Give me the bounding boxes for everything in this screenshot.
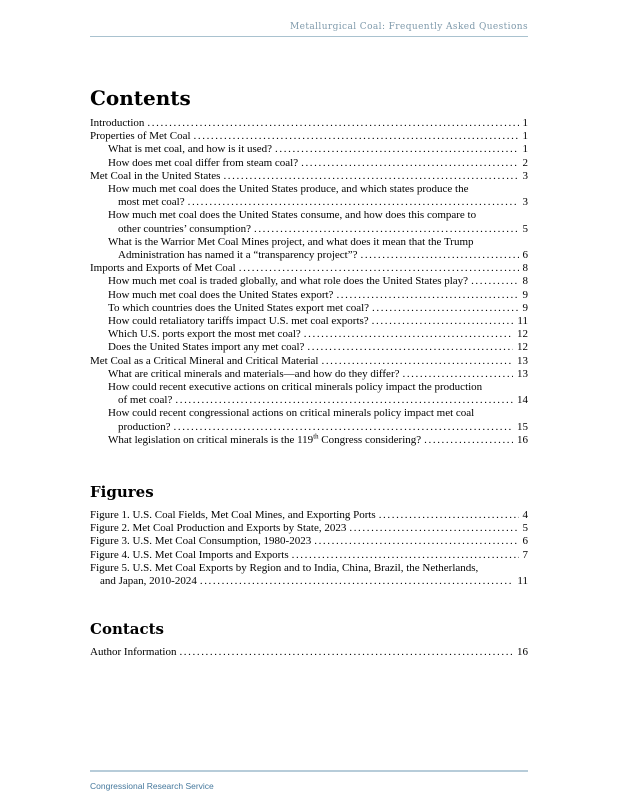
toc-entry-text: How could recent congressional actions on critical minerals policy impact met coal bbox=[108, 407, 475, 420]
toc-entry-text: How much met coal does the United States produce, and which states produce the bbox=[108, 183, 469, 196]
toc-entry-text: How does met coal differ from steam coal? bbox=[108, 156, 299, 169]
dot-leader bbox=[171, 421, 513, 434]
toc-entry[interactable] bbox=[90, 315, 528, 328]
toc-line bbox=[90, 575, 528, 588]
page-number: 15 bbox=[517, 420, 528, 433]
page-number: 11 bbox=[517, 315, 528, 328]
toc-entry[interactable] bbox=[90, 302, 528, 315]
toc-line bbox=[90, 394, 528, 407]
toc-entry[interactable] bbox=[90, 262, 528, 275]
page-number: 2 bbox=[522, 156, 528, 169]
toc-entry[interactable] bbox=[90, 328, 528, 341]
dot-leader bbox=[399, 368, 513, 381]
dot-leader bbox=[301, 328, 513, 341]
page-number: 5 bbox=[522, 222, 528, 235]
toc-entry-text: How much met coal does the United States consume, and how does this compare to bbox=[108, 209, 477, 222]
section-heading-contacts: Contacts bbox=[90, 620, 165, 639]
toc-line bbox=[90, 289, 528, 302]
page-number: 6 bbox=[522, 249, 528, 262]
toc-entry[interactable] bbox=[90, 381, 528, 407]
toc-entry[interactable] bbox=[90, 170, 528, 183]
toc-line bbox=[90, 170, 528, 183]
dot-leader bbox=[318, 355, 513, 368]
toc-section-contents bbox=[90, 86, 528, 447]
toc-line bbox=[90, 275, 528, 288]
toc-line bbox=[90, 302, 528, 315]
toc-entry[interactable] bbox=[90, 341, 528, 354]
toc-entry[interactable] bbox=[90, 355, 528, 368]
toc-entry[interactable] bbox=[90, 549, 528, 562]
toc-entry-text: Imports and Exports of Met Coal bbox=[90, 262, 236, 275]
running-header-title: Metallurgical Coal: Frequently Asked Questions bbox=[290, 22, 528, 32]
toc-line bbox=[90, 223, 528, 236]
toc-section-contacts bbox=[90, 620, 528, 659]
page-number: 1 bbox=[522, 117, 528, 129]
toc-entry[interactable] bbox=[90, 275, 528, 288]
toc-line bbox=[90, 562, 528, 575]
toc-entry[interactable] bbox=[90, 509, 528, 522]
toc-line bbox=[90, 328, 528, 341]
toc-entry-text: How much met coal is traded globally, and what role does the United States play? bbox=[108, 275, 469, 288]
toc-line bbox=[90, 535, 528, 548]
page-number: 13 bbox=[517, 367, 528, 380]
toc-entry-list bbox=[90, 117, 528, 447]
toc-entry-text: of met coal? bbox=[118, 394, 173, 407]
toc-entry-text: How could retaliatory tariffs impact U.S. met coal exports? bbox=[108, 315, 369, 328]
toc-line bbox=[90, 549, 528, 562]
toc-entry-text: Met Coal as a Critical Mineral and Critical Material bbox=[90, 354, 319, 367]
dot-leader bbox=[369, 302, 518, 315]
section-heading-contents: Contents bbox=[90, 86, 191, 110]
toc-entry-text: and Japan, 2010-2024 bbox=[100, 575, 197, 588]
toc-entry-text: Which U.S. ports export the most met coal? bbox=[108, 328, 301, 341]
page-number: 8 bbox=[522, 262, 528, 275]
footer-label: Congressional Research Service bbox=[90, 781, 214, 791]
toc-line bbox=[90, 249, 528, 262]
toc-line bbox=[90, 209, 528, 222]
page-number: 1 bbox=[522, 143, 528, 156]
toc-line bbox=[90, 117, 528, 130]
dot-leader bbox=[272, 143, 518, 156]
toc-content bbox=[90, 32, 528, 660]
toc-sections bbox=[90, 86, 528, 660]
toc-line bbox=[90, 407, 528, 420]
toc-line bbox=[90, 183, 528, 196]
toc-entry-list bbox=[90, 646, 528, 659]
dot-leader bbox=[369, 315, 514, 328]
dot-leader bbox=[357, 249, 518, 262]
toc-line bbox=[90, 368, 528, 381]
toc-line bbox=[90, 341, 528, 354]
page-footer bbox=[90, 770, 528, 794]
page-number: 16 bbox=[517, 646, 528, 659]
toc-line bbox=[90, 262, 528, 275]
toc-entry-text: Figure 4. U.S. Met Coal Imports and Exports bbox=[90, 548, 289, 561]
toc-entry-list bbox=[90, 509, 528, 588]
toc-entry-text: Figure 5. U.S. Met Coal Exports by Region and to India, China, Brazil, the Netherlands, bbox=[90, 561, 479, 574]
dot-leader bbox=[298, 157, 518, 170]
dot-leader bbox=[468, 275, 518, 288]
toc-line bbox=[90, 434, 528, 447]
superscript-text: th bbox=[313, 433, 319, 441]
toc-entry[interactable] bbox=[90, 236, 528, 262]
page-number: 7 bbox=[522, 548, 528, 561]
toc-entry[interactable] bbox=[90, 407, 528, 433]
toc-section-figures bbox=[90, 483, 528, 588]
dot-leader bbox=[144, 117, 518, 130]
toc-line bbox=[90, 421, 528, 434]
toc-entry-text: How could recent executive actions on critical minerals policy impact the production bbox=[108, 381, 483, 394]
dot-leader bbox=[197, 575, 514, 588]
page-number: 5 bbox=[522, 522, 528, 535]
toc-line bbox=[90, 130, 528, 143]
toc-entry[interactable] bbox=[90, 183, 528, 209]
dot-leader bbox=[236, 262, 519, 275]
page-number: 14 bbox=[517, 394, 528, 407]
page-number: 12 bbox=[517, 341, 528, 354]
toc-entry-text: What is the Warrior Met Coal Mines project, and what does it mean that the Trump bbox=[108, 235, 474, 248]
dot-leader bbox=[191, 130, 519, 143]
dot-leader bbox=[289, 549, 519, 562]
page-number: 8 bbox=[522, 275, 528, 288]
page-number: 11 bbox=[517, 575, 528, 588]
toc-entry-text: Introduction bbox=[90, 117, 145, 129]
page-number: 1 bbox=[522, 130, 528, 143]
toc-entry[interactable] bbox=[90, 368, 528, 381]
toc-entry[interactable] bbox=[90, 562, 528, 588]
toc-line bbox=[90, 236, 528, 249]
toc-entry-text: Author Information bbox=[90, 646, 177, 659]
page-number: 3 bbox=[522, 196, 528, 209]
toc-entry[interactable] bbox=[90, 535, 528, 548]
toc-entry[interactable] bbox=[90, 130, 528, 143]
page-number: 3 bbox=[522, 169, 528, 182]
toc-entry-text: Met Coal in the United States bbox=[90, 169, 221, 182]
toc-entry-text: production? bbox=[118, 420, 171, 433]
toc-entry-text: Properties of Met Coal bbox=[90, 130, 191, 143]
toc-entry[interactable] bbox=[90, 434, 528, 447]
dot-leader bbox=[346, 522, 518, 535]
dot-leader bbox=[421, 434, 513, 447]
toc-entry-text: To which countries does the United States export met coal? bbox=[108, 301, 370, 314]
dot-leader bbox=[251, 223, 519, 236]
toc-line bbox=[90, 315, 528, 328]
toc-entry[interactable] bbox=[90, 522, 528, 535]
dot-leader bbox=[176, 646, 513, 659]
toc-entry-text: How much met coal does the United States export? bbox=[108, 288, 334, 301]
toc-line bbox=[90, 355, 528, 368]
toc-entry-text: What legislation on critical minerals is the 119th Congress considering? bbox=[108, 433, 422, 446]
toc-line bbox=[90, 143, 528, 156]
dot-leader bbox=[185, 196, 519, 209]
section-heading-figures: Figures bbox=[90, 483, 154, 502]
toc-line bbox=[90, 509, 528, 522]
toc-entry-text: Figure 1. U.S. Coal Fields, Met Coal Mines, and Exporting Ports bbox=[90, 509, 376, 522]
toc-entry-text: Administration has named it a “transparency project”? bbox=[118, 249, 358, 262]
toc-entry-text: other countries’ consumption? bbox=[118, 222, 251, 235]
page-number: 13 bbox=[517, 354, 528, 367]
dot-leader bbox=[311, 535, 518, 548]
page-number: 16 bbox=[517, 433, 528, 446]
dot-leader bbox=[304, 341, 513, 354]
toc-line bbox=[90, 381, 528, 394]
toc-entry[interactable] bbox=[90, 646, 528, 659]
toc-line bbox=[90, 522, 528, 535]
toc-entry[interactable] bbox=[90, 143, 528, 156]
toc-entry[interactable] bbox=[90, 209, 528, 235]
dot-leader bbox=[333, 289, 518, 302]
page-number: 4 bbox=[522, 509, 528, 522]
dot-leader bbox=[220, 170, 518, 183]
dot-leader bbox=[172, 394, 513, 407]
toc-entry[interactable] bbox=[90, 157, 528, 170]
page-number: 9 bbox=[522, 288, 528, 301]
toc-line bbox=[90, 196, 528, 209]
toc-entry[interactable] bbox=[90, 117, 528, 130]
toc-entry-text: Figure 3. U.S. Met Coal Consumption, 1980-2023 bbox=[90, 535, 312, 548]
page-number: 9 bbox=[522, 301, 528, 314]
toc-entry-text: What is met coal, and how is it used? bbox=[108, 143, 273, 156]
toc-line bbox=[90, 646, 528, 659]
page-number: 12 bbox=[517, 328, 528, 341]
toc-entry[interactable] bbox=[90, 289, 528, 302]
toc-entry-text: What are critical minerals and materials—and how do they differ? bbox=[108, 367, 400, 380]
toc-entry-text: Figure 2. Met Coal Production and Exports by State, 2023 bbox=[90, 522, 347, 535]
dot-leader bbox=[376, 509, 519, 522]
toc-entry-text: most met coal? bbox=[118, 196, 185, 209]
page-number: 6 bbox=[522, 535, 528, 548]
toc-line bbox=[90, 157, 528, 170]
toc-entry-text: Does the United States import any met coal? bbox=[108, 341, 305, 354]
